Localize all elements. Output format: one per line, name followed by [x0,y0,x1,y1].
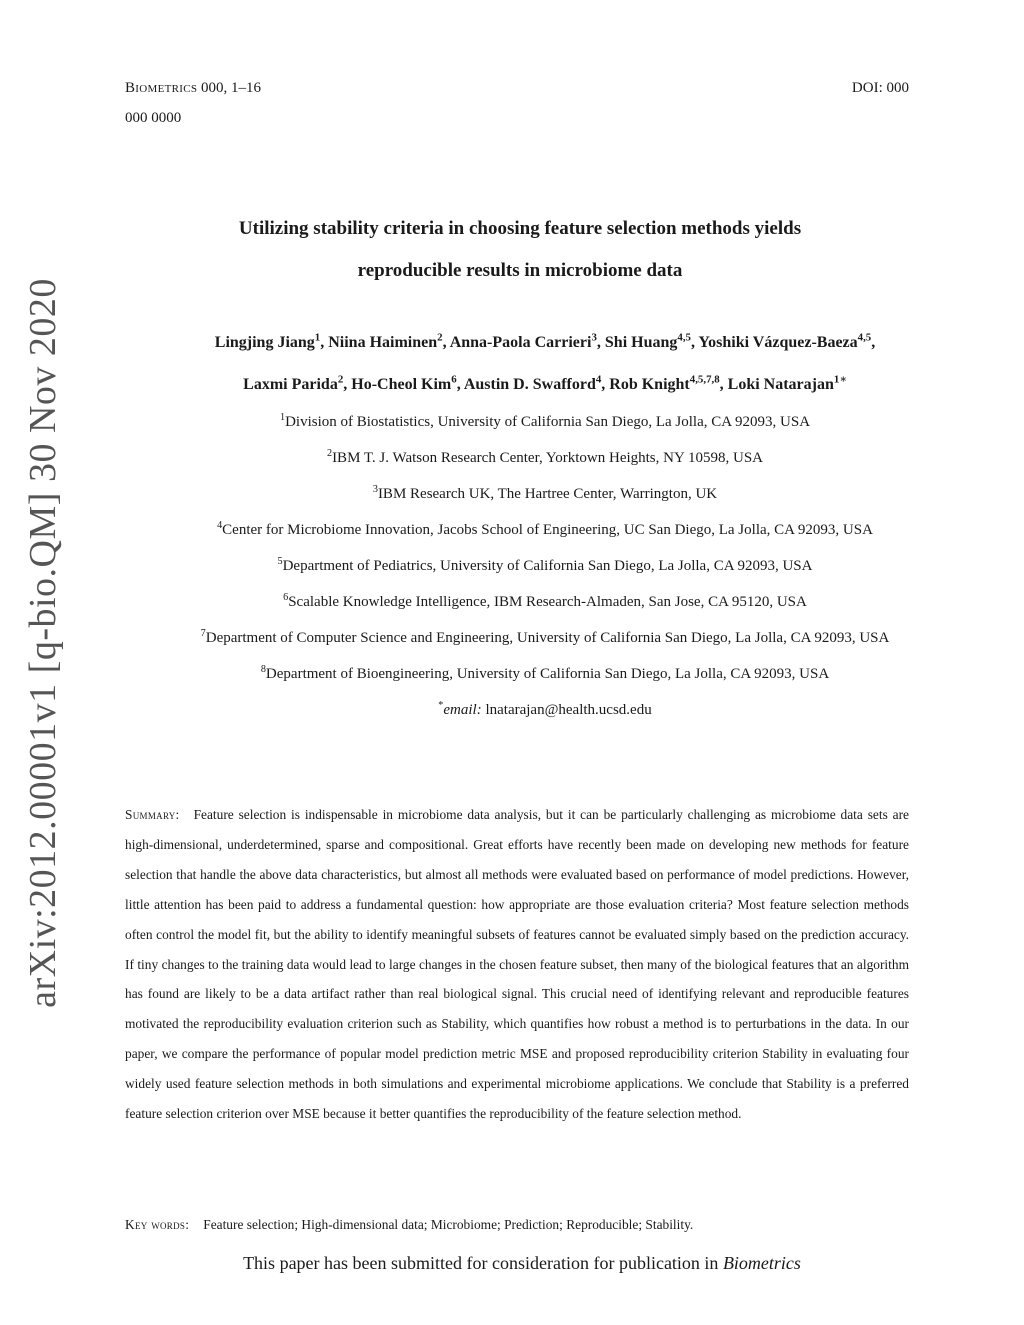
submission-note-text: This paper has been submitted for consideration for publication in [243,1253,723,1273]
title-line-2: reproducible results in microbiome data [357,260,683,281]
affiliation-6 [100,594,990,611]
author-separator: , [871,334,876,351]
corresponding-email [100,702,990,719]
affiliation-5 [100,558,990,575]
author-separator: , [690,334,699,351]
author-name: Rob Knight [609,376,690,393]
keywords-text: Feature selection; High-dimensional data; Microbiome; Prediction; Reproducible; Stability. [203,1217,694,1232]
author-separator: , [596,334,605,351]
author-affiliation-marker: 6 [451,373,457,386]
affiliation-8 [100,666,990,683]
author-name: Ho-Cheol Kim [351,376,452,393]
title-line-1: Utilizing stability criteria in choosing feature selection methods yields [238,218,802,239]
abstract [125,800,909,1129]
doi-label: DOI: 000 [851,80,909,96]
affiliation-number: 6 [283,592,289,603]
author-name: Loki Natarajan [727,376,834,393]
author-name: Laxmi Parida [243,376,338,393]
author-name: Yoshiki Vázquez-Baeza [698,334,858,351]
author-separator: , [442,334,450,351]
author-name: Anna-Paola Carrieri [449,334,592,351]
affiliation-text: Department of Computer Science and Engineering, University of California San Diego, La Jolla, CA 92093, USA [205,630,890,646]
author-affiliation-marker: 2 [337,373,344,386]
affiliation-number: 5 [277,556,283,567]
affiliation-text: Department of Pediatrics, University of California San Diego, La Jolla, CA 92093, USA [282,558,813,574]
author-affiliation-marker: 4,5 [677,331,691,344]
author-name: Niina Haiminen [328,334,438,351]
keywords-label: Key words: [125,1217,190,1232]
journal-name: Biometrics [125,80,198,96]
affiliation-number: 8 [260,664,266,675]
affiliation-text: Department of Bioengineering, University of California San Diego, La Jolla, CA 92093, USA [265,666,830,682]
author-affiliation-marker: 4 [595,373,602,386]
author-list-line-1 [100,331,990,352]
affiliation-text: Center for Microbiome Innovation, Jacobs School of Engineering, UC San Diego, La Jolla, CA 92093, USA [222,522,873,538]
affiliation-number: 1 [279,412,286,423]
author-separator: , [343,376,352,393]
keywords [125,1212,909,1238]
author-separator: , [320,334,329,351]
arxiv-stamp [8,277,78,1008]
affiliation-number: 2 [326,448,333,459]
author-affiliation-marker: 2 [437,331,443,344]
arxiv-stamp-text: arXiv:2012.00001v1 [q-bio.QM] 30 Nov 2020 [22,277,64,1008]
affiliation-number: 4 [217,520,223,531]
email-star: * [438,700,444,711]
affiliation-7 [100,630,990,647]
email-address[interactable]: lnatarajan@health.ucsd.edu [481,702,652,718]
journal-pages: 000, 1–16 [197,80,262,96]
author-affiliation-marker: 4,5,7,8 [689,373,720,386]
submission-journal: Biometrics [722,1253,801,1273]
affiliation-text: Division of Biostatistics, University of California San Diego, La Jolla, CA 92093, USA [285,414,811,430]
running-header-left [125,73,261,133]
affiliation-4 [100,522,990,539]
affiliation-text: Scalable Knowledge Intelligence, IBM Research-Almaden, San Jose, CA 95120, USA [288,594,807,610]
affiliation-text: IBM Research UK, The Hartree Center, Warrington, UK [377,486,718,502]
paper-title [150,208,890,292]
affiliation-3 [100,486,990,503]
affiliation-2 [100,450,990,467]
author-affiliation-marker: 1 [314,331,321,344]
header-line2: 000 0000 [125,110,182,126]
affiliation-1 [100,414,990,431]
affiliation-number: 3 [372,484,378,495]
affiliation-text: IBM T. J. Watson Research Center, Yorktown Heights, NY 10598, USA [332,450,764,466]
author-name: Lingjing Jiang [214,334,315,351]
author-affiliation-marker: 3 [591,331,597,344]
summary-text: Feature selection is indispensable in microbiome data analysis, but it can be particularly challenging as microbiome data sets are high-dimensional, underdetermined, sparse and compositional. Great efforts have recently been made on developing new methods for feature selection that handle the above data characteristics, but almost all methods were evaluated based on performance of model predictions. However, little attention has been paid to address a fundamental question: how appropriate are those evaluation criteria? Most feature selection methods often control the model fit, but the ability to identify meaningful subsets of features cannot be evaluated simply based on the prediction accuracy. If tiny changes to the training data would lead to large changes in the chosen feature subset, then many of the biological features that an algorithm has found are likely to be a data artifact rather than real biological signal. This crucial need of identifying relevant and reproducible features motivated the reproducibility evaluation criterion such as Stability, which quantifies how robust a method is to perturbations in the data. In our paper, we compare the performance of popular model prediction metric MSE and proposed reproducibility criterion Stability in evaluating four widely used feature selection methods in both simulations and experimental microbiome applications. We conclude that Stability is a preferred feature selection criterion over MSE because it better quantifies the reproducibility of the feature selection method. [125,807,909,1122]
summary-label: Summary: [125,807,180,822]
author-affiliation-marker: 4,5 [857,331,872,344]
author-separator: , [601,376,610,393]
author-name: Shi Huang [604,334,678,351]
author-list-line-2 [100,373,990,394]
submission-note [100,1253,944,1274]
affiliation-number: 7 [200,628,206,639]
author-name: Austin D. Swafford [463,376,596,393]
author-separator: , [719,376,728,393]
author-affiliation-marker: 1∗ [833,373,847,386]
author-separator: , [456,376,464,393]
email-label: email: [443,702,482,718]
